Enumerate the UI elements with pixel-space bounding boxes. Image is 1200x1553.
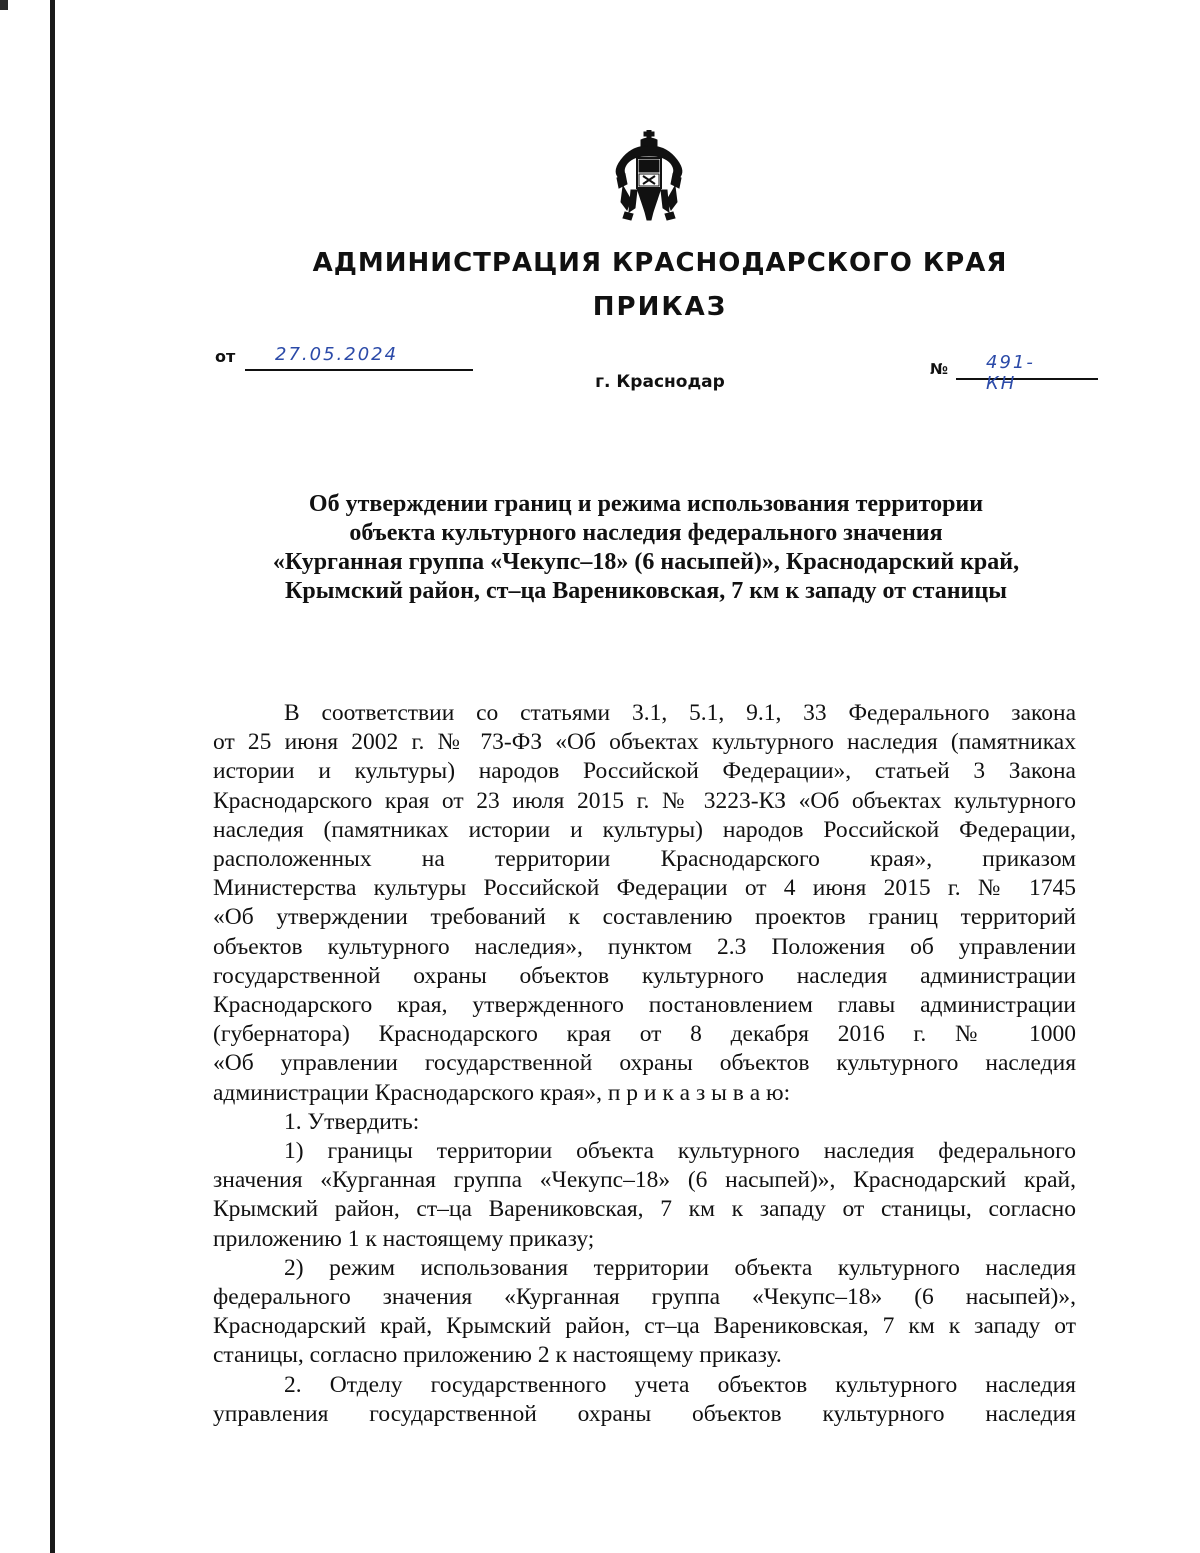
body-line: управления государственной охраны объектов культурного наследия bbox=[213, 1400, 1076, 1427]
date-handwritten-value: 27.05.2024 bbox=[275, 344, 399, 365]
body-line: значения «Курганная группа «Чекупс–18» (6 насыпей)», Краснодарский край, bbox=[213, 1167, 1076, 1194]
body-line: 1) границы территории объекта культурного наследия федерального bbox=[284, 1138, 1076, 1165]
number-handwritten-value: 491-КН bbox=[986, 352, 1035, 394]
body-line: администрации Краснодарского края», п р и к а з ы в а ю: bbox=[213, 1079, 791, 1106]
heading-line: Об утверждении границ и режима использования территории bbox=[308, 491, 984, 517]
body-line: Крымский район, ст–ца Варениковская, 7 км к западу от станицы, согласно bbox=[213, 1196, 1076, 1223]
city-label: г. Краснодар bbox=[595, 372, 725, 392]
body-line: 2. Отделу государственного учета объектов культурного наследия bbox=[284, 1371, 1076, 1398]
body-line: станицы, согласно приложению 2 к настоящему приказу. bbox=[213, 1342, 782, 1369]
body-line: от 25 июня 2002 г. № 73-ФЗ «Об объектах культурного наследия (памятниках bbox=[213, 729, 1076, 756]
body-line: расположенных на территории Краснодарского края», приказом bbox=[213, 846, 1076, 873]
body-line: Краснодарского края, утвержденного постановлением главы администрации bbox=[213, 992, 1076, 1019]
scan-corner-mark bbox=[0, 0, 8, 10]
body-line: 2) режим использования территории объекта культурного наследия bbox=[284, 1254, 1076, 1281]
body-line: (губернатора) Краснодарского края от 8 декабря 2016 г. № 1000 bbox=[213, 1021, 1076, 1048]
date-label: от bbox=[215, 347, 236, 366]
body-line: В соответствии со статьями 3.1, 5.1, 9.1, 33 Федерального закона bbox=[284, 700, 1076, 726]
heading-line: «Курганная группа «Чекупс–18» (6 насыпей)», Краснодарский край, bbox=[272, 549, 1020, 575]
body-line: 1. Утвердить: bbox=[284, 1108, 420, 1135]
heading-line: объекта культурного наследия федерального значения bbox=[349, 520, 943, 546]
order-heading bbox=[215, 490, 1077, 606]
scan-edge bbox=[50, 0, 55, 1553]
body-line: Краснодарский край, Крымский район, ст–ца Варениковская, 7 км к западу от bbox=[213, 1313, 1076, 1340]
body-line: Министерства культуры Российской Федерации от 4 июня 2015 г. № 1745 bbox=[213, 875, 1076, 902]
body-line: федерального значения «Курганная группа «Чекупс–18» (6 насыпей)», bbox=[213, 1284, 1076, 1311]
date-underline bbox=[245, 369, 473, 371]
body-line: приложению 1 к настоящему приказу; bbox=[213, 1225, 595, 1252]
body-line: наследия (памятниках истории и культуры) народов Российской Федерации, bbox=[213, 816, 1076, 843]
body-line: «Об утверждении требований к составлению проектов границ территорий bbox=[213, 904, 1076, 931]
coat-of-arms-icon bbox=[611, 130, 687, 222]
body-line: объектов культурного наследия», пунктом 2.3 Положения об управлении bbox=[213, 933, 1076, 960]
body-line: Краснодарского края от 23 июля 2015 г. № 3223-КЗ «Об объектах культурного bbox=[213, 787, 1076, 814]
organization-title: АДМИНИСТРАЦИЯ КРАСНОДАРСКОГО КРАЯ bbox=[312, 248, 1008, 278]
document-type: ПРИКАЗ bbox=[592, 292, 728, 322]
heading-line: Крымский район, ст–ца Варениковская, 7 км к западу от станицы bbox=[285, 578, 1007, 604]
body-line: истории и культуры) народов Российской Федерации», статьей 3 Закона bbox=[213, 758, 1076, 785]
order-body bbox=[213, 699, 1076, 1429]
body-line: государственной охраны объектов культурного наследия администрации bbox=[213, 962, 1076, 989]
body-line: «Об управлении государственной охраны объектов культурного наследия bbox=[213, 1050, 1076, 1077]
number-label: № bbox=[930, 360, 949, 378]
